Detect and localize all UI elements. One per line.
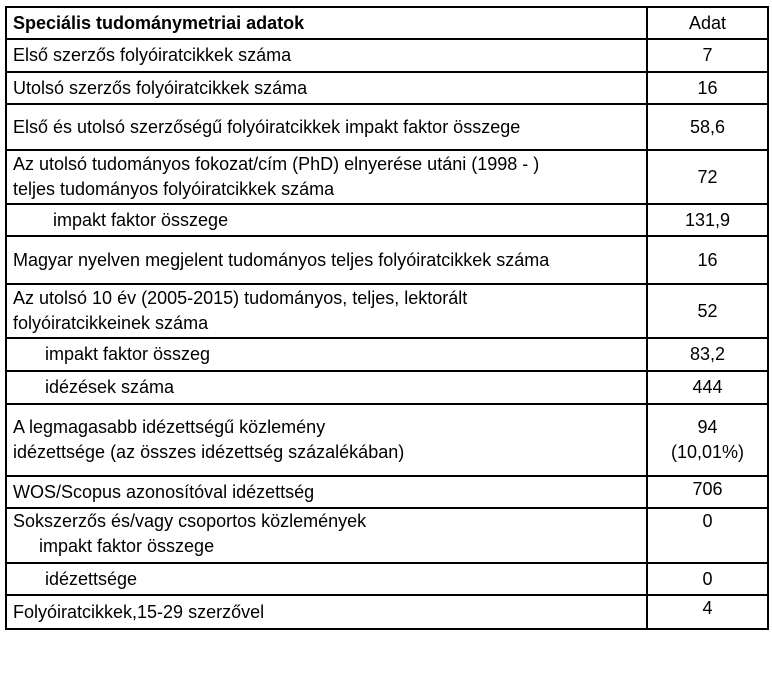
row-label: Első és utolsó szerzőségű folyóiratcikkek impakt faktor összege <box>6 104 647 150</box>
row-label: impakt faktor összege <box>6 204 647 236</box>
row-label <box>6 284 647 338</box>
header-label: Speciális tudománymetriai adatok <box>6 7 647 39</box>
row-value: 83,2 <box>647 338 768 371</box>
header-value: Adat <box>647 7 768 39</box>
row-label <box>6 150 647 204</box>
table-header-row <box>6 7 768 39</box>
table-row <box>6 595 768 629</box>
table-row <box>6 39 768 72</box>
row-label-line2: teljes tudományos folyóiratcikkek száma <box>13 179 335 199</box>
row-value: 52 <box>647 284 768 338</box>
row-value: 16 <box>647 72 768 104</box>
table-row <box>6 72 768 104</box>
row-label <box>6 508 647 563</box>
table-row <box>6 204 768 236</box>
table-row <box>6 104 768 150</box>
row-label-line1: Az utolsó tudományos fokozat/cím (PhD) elnyerése utáni (1998 - ) <box>13 154 540 174</box>
row-label-line2: folyóiratcikkeinek száma <box>13 313 209 333</box>
table-row <box>6 563 768 595</box>
table-row <box>6 476 768 508</box>
row-value: 0 <box>647 508 768 563</box>
row-label: Első szerzős folyóiratcikkek száma <box>6 39 647 72</box>
table-row <box>6 338 768 371</box>
row-value: 0 <box>647 563 768 595</box>
row-label: idézések száma <box>6 371 647 404</box>
table-row <box>6 508 768 563</box>
row-label: Utolsó szerzős folyóiratcikkek száma <box>6 72 647 104</box>
row-label-line1: A legmagasabb idézettségű közlemény <box>13 417 326 437</box>
row-value: 131,9 <box>647 204 768 236</box>
table-row <box>6 371 768 404</box>
scientometric-table <box>5 6 769 630</box>
row-label-line2: impakt faktor összege <box>39 536 215 556</box>
row-value: 706 <box>647 476 768 508</box>
row-value: 16 <box>647 236 768 284</box>
table-row <box>6 236 768 284</box>
row-label: Magyar nyelven megjelent tudományos teljes folyóiratcikkek száma <box>6 236 647 284</box>
row-value: 72 <box>647 150 768 204</box>
row-label: WOS/Scopus azonosítóval idézettség <box>6 476 647 508</box>
row-value: 7 <box>647 39 768 72</box>
row-label-line2: idézettsége (az összes idézettség százalékában) <box>13 442 405 462</box>
row-value: 444 <box>647 371 768 404</box>
row-value: 58,6 <box>647 104 768 150</box>
table-row <box>6 404 768 476</box>
row-label <box>6 404 647 476</box>
table-row <box>6 284 768 338</box>
row-value-line2: (10,01%) <box>670 442 745 462</box>
row-label-line1: Sokszerzős és/vagy csoportos közlemények <box>13 511 367 531</box>
row-value <box>647 404 768 476</box>
row-label-line1: Az utolsó 10 év (2005-2015) tudományos, teljes, lektorált <box>13 288 468 308</box>
row-value-line1: 94 <box>697 417 718 437</box>
row-label: idézettsége <box>6 563 647 595</box>
row-label: Folyóiratcikkek,15-29 szerzővel <box>6 595 647 629</box>
table-row <box>6 150 768 204</box>
row-value: 4 <box>647 595 768 629</box>
row-label: impakt faktor összeg <box>6 338 647 371</box>
